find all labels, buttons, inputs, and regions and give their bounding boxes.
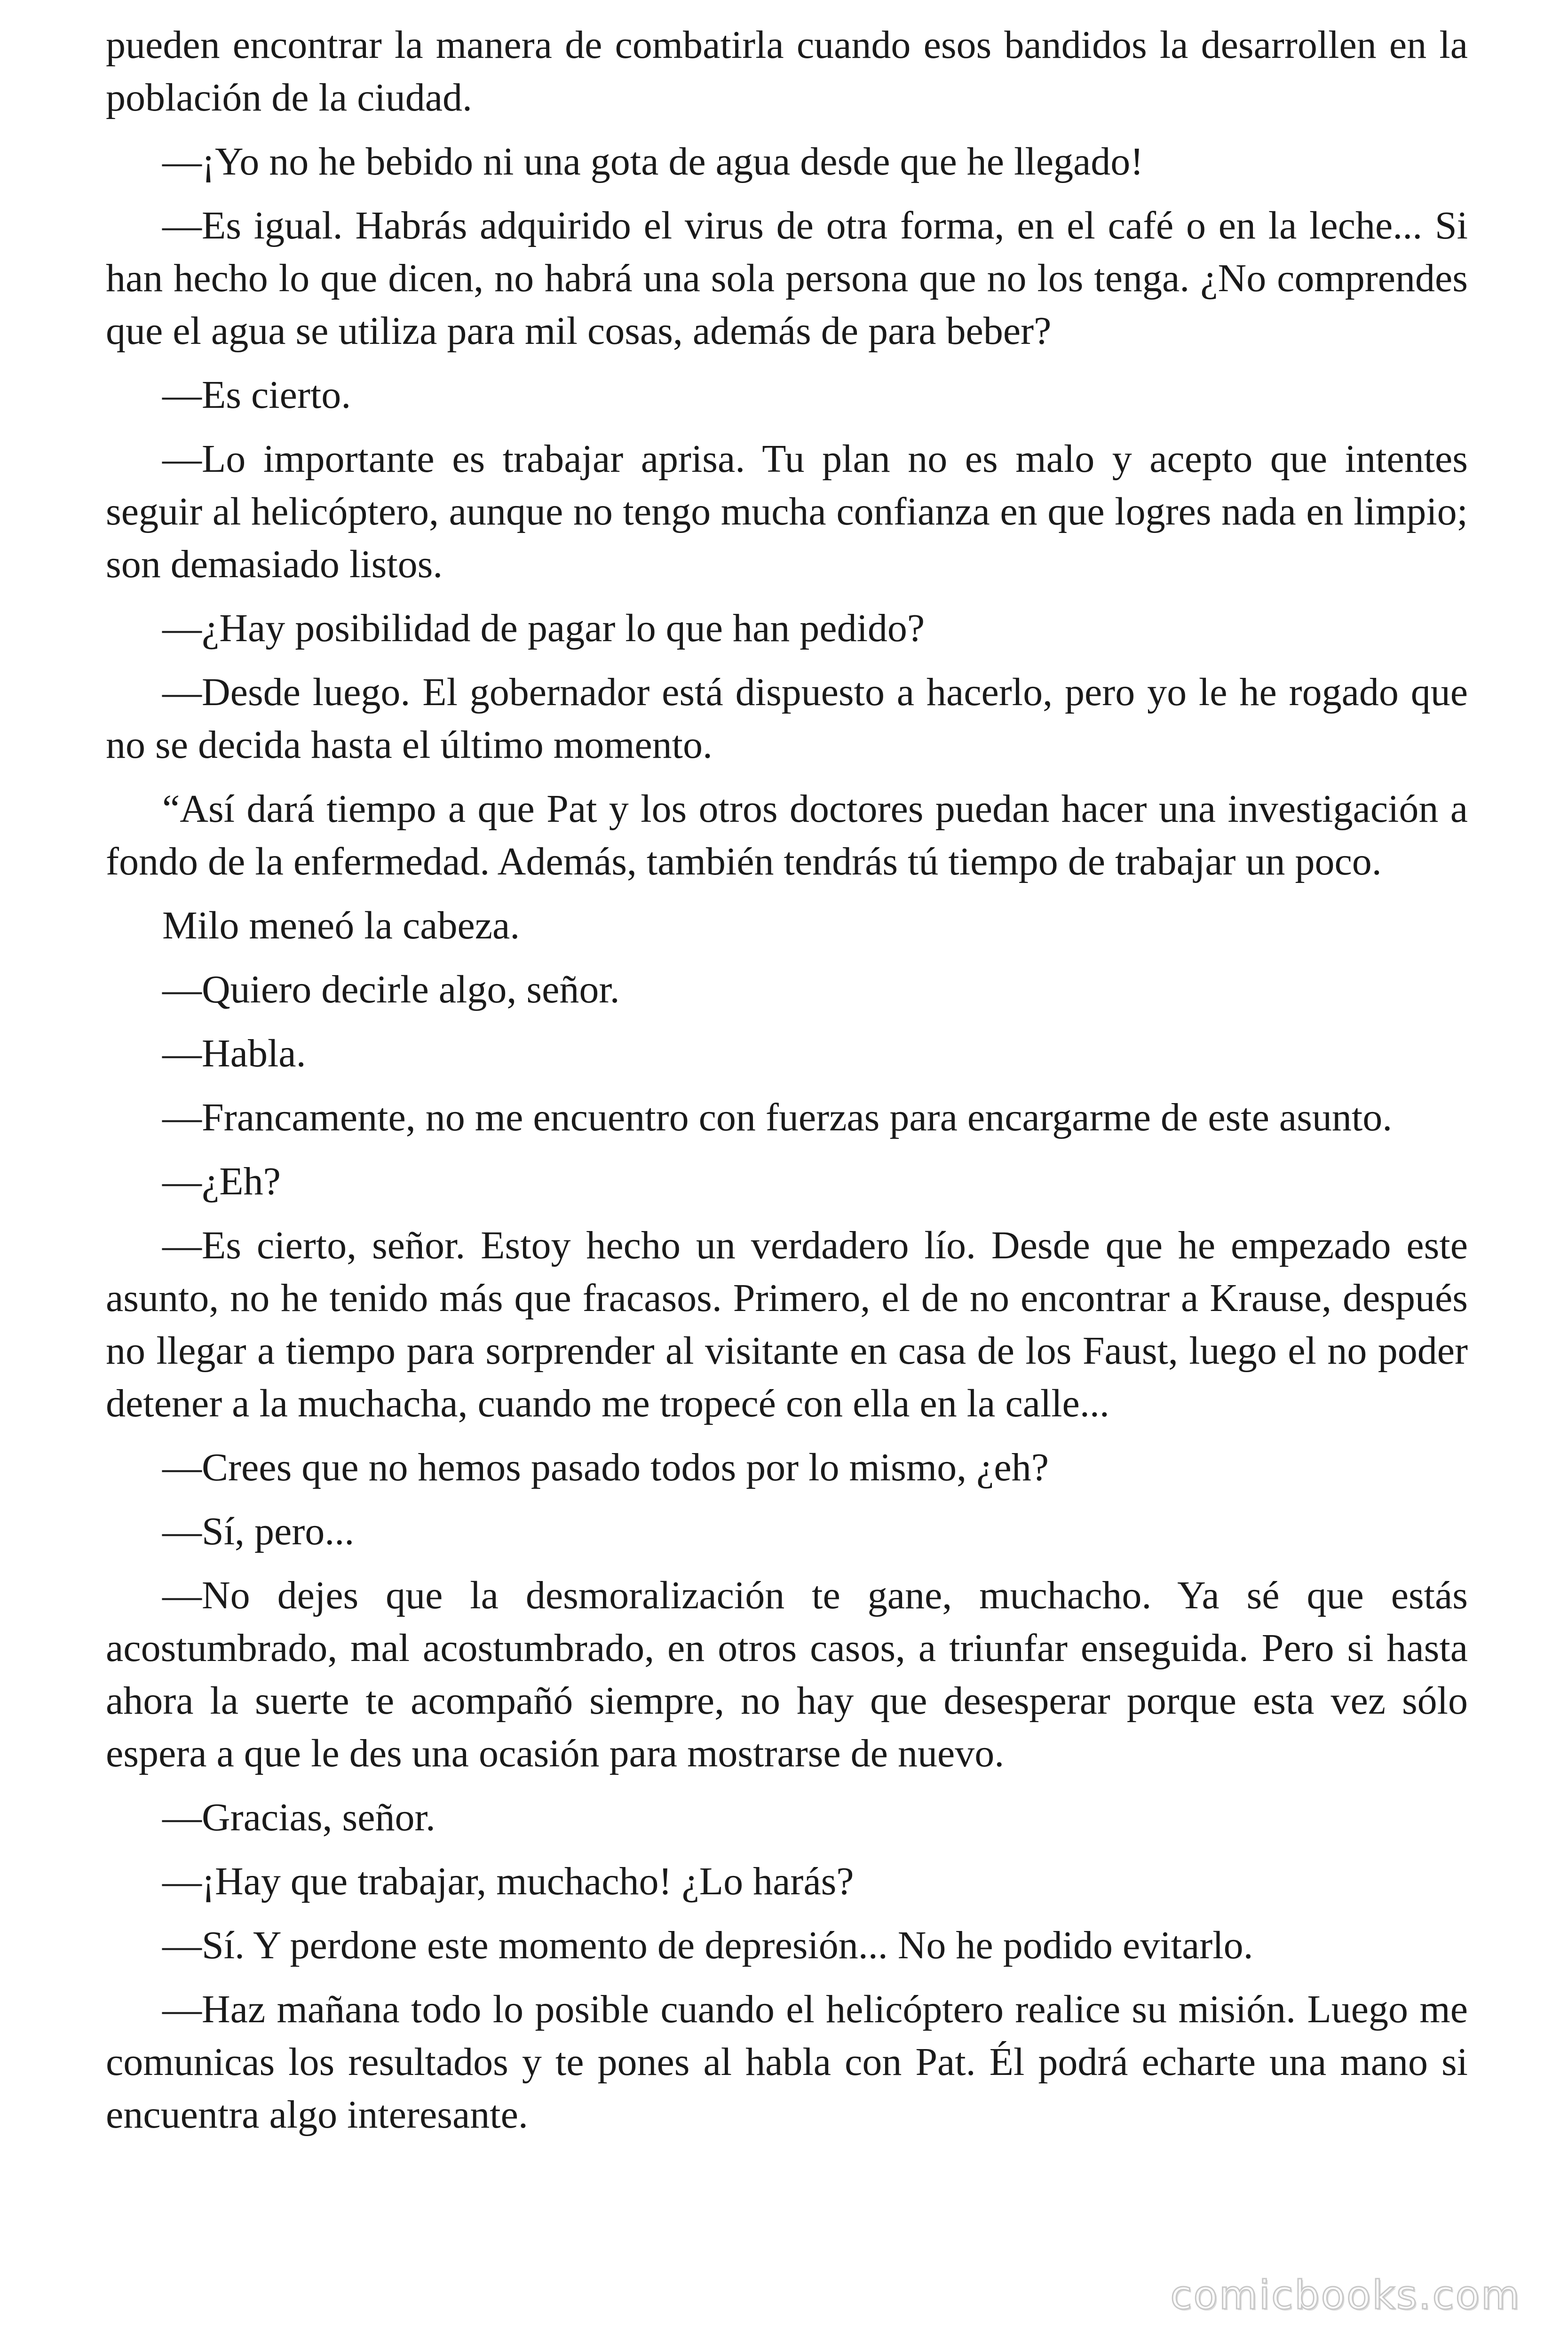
- paragraph: —Crees que no hemos pasado todos por lo mismo, ¿eh?: [162, 1446, 1049, 1489]
- paragraph: —Sí. Y perdone este momento de depresión... No he podido evitarlo.: [162, 1923, 1253, 1967]
- paragraph: —Es cierto.: [162, 373, 351, 417]
- paragraph: pueden encontrar la manera de combatirla cuando esos bandidos la desarrollen en la población de la ciudad.: [106, 23, 1468, 119]
- paragraph: —Habla.: [162, 1032, 306, 1075]
- paragraph: —Gracias, señor.: [162, 1796, 436, 1839]
- paragraph: —Sí, pero...: [162, 1510, 355, 1553]
- paragraph: —¡Yo no he bebido ni una gota de agua desde que he llegado!: [162, 140, 1144, 183]
- paragraph: —¿Eh?: [162, 1160, 281, 1203]
- paragraph: Milo meneó la cabeza.: [162, 904, 520, 947]
- paragraph: —Desde luego. El gobernador está dispuesto a hacerlo, pero yo le he rogado que no se decida hasta el último momento.: [106, 670, 1468, 767]
- paragraph: —Lo importante es trabajar aprisa. Tu plan no es malo y acepto que intentes seguir al helicóptero, aunque no tengo mucha confianza en que logres nada en limpio; son demasiado listos.: [106, 437, 1468, 586]
- paragraph: —¡Hay que trabajar, muchacho! ¿Lo harás?: [162, 1859, 854, 1903]
- paragraph: —¿Hay posibilidad de pagar lo que han pedido?: [162, 606, 925, 650]
- paragraph: —Es igual. Habrás adquirido el virus de otra forma, en el café o en la leche... Si han hecho lo que dicen, no habrá una sola persona que no los tenga. ¿No comprendes que el agua se utiliza para mil cosas, además de para beber?: [106, 204, 1468, 353]
- paragraph: —Es cierto, señor. Estoy hecho un verdadero lío. Desde que he empezado este asunto, no he tenido más que fracasos. Primero, el de no encontrar a Krause, después no llegar a tiempo para sorprender al visitante en casa de los Faust, luego el no poder detener a la muchacha, cuando me tropecé con ella en la calle...: [106, 1224, 1468, 1425]
- paragraph: —Quiero decirle algo, señor.: [162, 968, 620, 1011]
- watermark-text: comicbooks.com: [1170, 2272, 1521, 2318]
- document-body: [106, 19, 1468, 2153]
- paragraph: —No dejes que la desmoralización te gane, muchacho. Ya sé que estás acostumbrado, mal acostumbrado, en otros casos, a triunfar enseguida. Pero si hasta ahora la suerte te acompañó siempre, no hay que desesperar porque esta vez sólo espera a que le des una ocasión para mostrarse de nuevo.: [106, 1573, 1468, 1775]
- paragraph: —Francamente, no me encuentro con fuerzas para encargarme de este asunto.: [162, 1096, 1393, 1139]
- paragraph: “Así dará tiempo a que Pat y los otros doctores puedan hacer una investigación a fondo de la enfermedad. Además, también tendrás tú tiempo de trabajar un poco.: [106, 787, 1468, 883]
- paragraph: —Haz mañana todo lo posible cuando el helicóptero realice su misión. Luego me comunicas los resultados y te pones al habla con Pat. Él podrá echarte una mano si encuentra algo interesante.: [106, 1987, 1468, 2137]
